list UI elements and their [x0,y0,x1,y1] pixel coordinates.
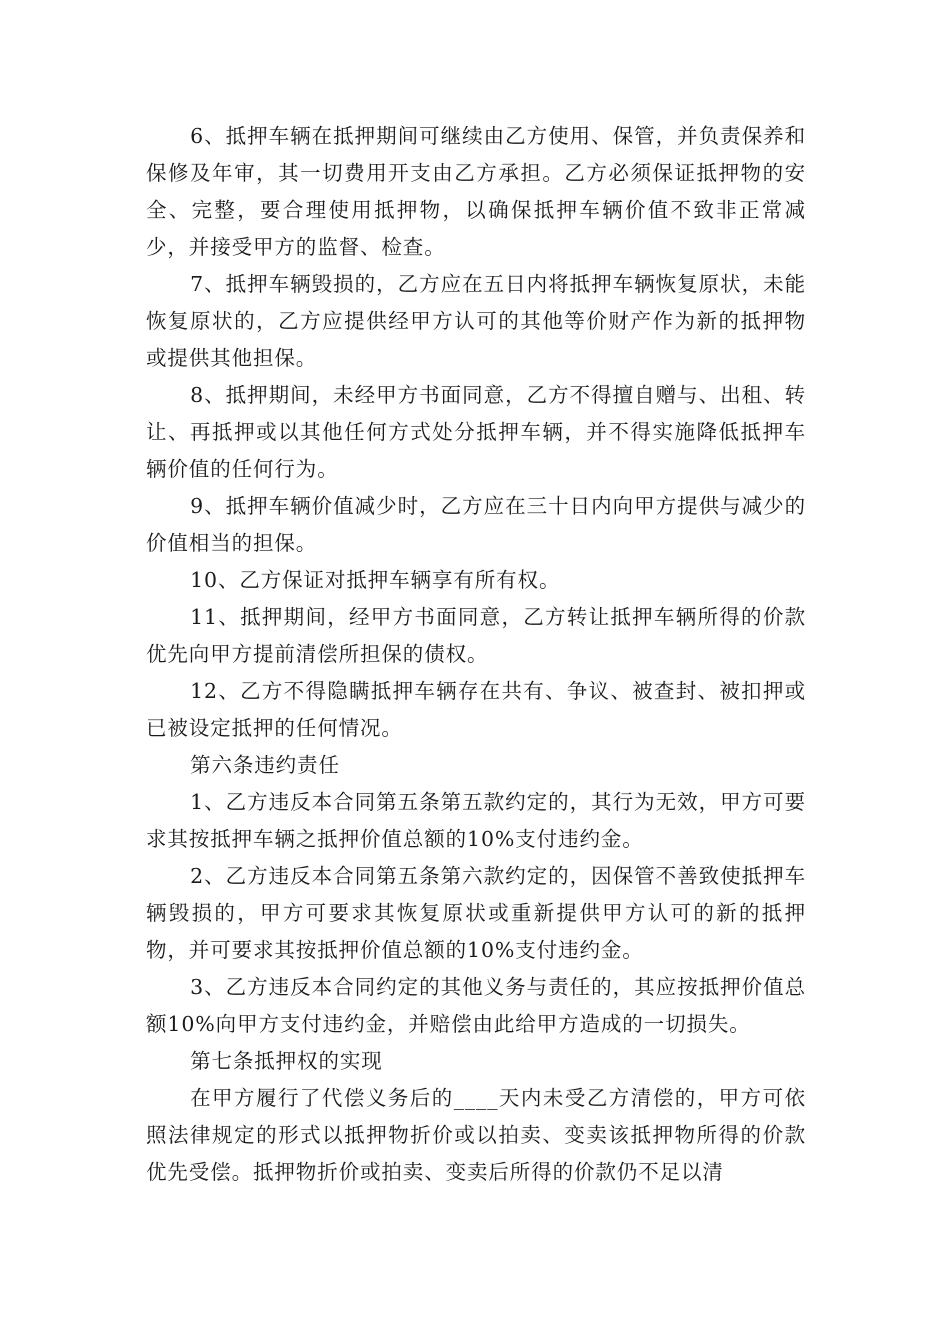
liability-1-paragraph: 1、乙方违反本合同第五条第五款约定的，其行为无效，甲方可要求其按抵押车辆之抵押价值总额的10%支付违约金。 [146,790,806,851]
clause-7-paragraph: 7、抵押车辆毁损的，乙方应在五日内将抵押车辆恢复原状，未能恢复原状的，乙方应提供经甲方认可的其他等价财产作为新的抵押物或提供其他担保。 [146,272,806,370]
section-7-heading: 第七条抵押权的实现 [190,1049,383,1073]
clause-11-paragraph: 11、抵押期间，经甲方书面同意，乙方转让抵押车辆所得的价款优先向甲方提前清偿所担保的债权。 [146,605,806,666]
clause-6-paragraph: 6、抵押车辆在抵押期间可继续由乙方使用、保管，并负责保养和保修及年审，其一切费用开支由乙方承担。乙方必须保证抵押物的安全、完整，要合理使用抵押物，以确保抵押车辆价值不致非正常减少，并接受甲方的监督、检查。 [146,124,806,259]
clause-10-paragraph: 10、乙方保证对抵押车辆享有所有权。 [190,568,561,592]
liability-2-paragraph: 2、乙方违反本合同第五条第六款约定的，因保管不善致使抵押车辆毁损的，甲方可要求其恢复原状或重新提供甲方认可的新的抵押物，并可要求其按抵押价值总额的10%支付违约金。 [146,864,806,962]
document-page [146,118,806,1191]
liability-3-paragraph: 3、乙方违反本合同约定的其他义务与责任的，其应按抵押价值总额10%向甲方支付违约金，并赔偿由此给甲方造成的一切损失。 [146,975,806,1036]
enforcement-paragraph: 在甲方履行了代偿义务后的____天内未受乙方清偿的，甲方可依照法律规定的形式以抵押物折价或以拍卖、变卖该抵押物所得的价款优先受偿。抵押物折价或拍卖、变卖后所得的价款仍不足以清 [146,1086,806,1184]
section-6-heading: 第六条违约责任 [190,753,340,777]
clause-9-paragraph: 9、抵押车辆价值减少时，乙方应在三十日内向甲方提供与减少的价值相当的担保。 [146,494,806,555]
clause-8-paragraph: 8、抵押期间，未经甲方书面同意，乙方不得擅自赠与、出租、转让、再抵押或以其他任何方式处分抵押车辆，并不得实施降低抵押车辆价值的任何行为。 [146,383,806,481]
clause-12-paragraph: 12、乙方不得隐瞒抵押车辆存在共有、争议、被查封、被扣押或已被设定抵押的任何情况。 [146,679,806,740]
